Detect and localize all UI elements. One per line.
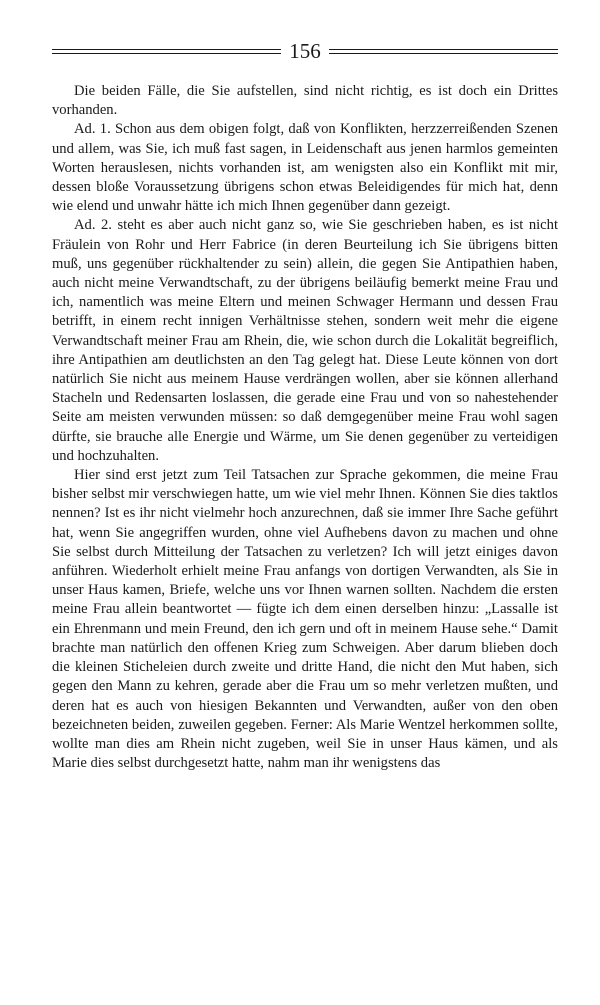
book-page bbox=[52, 38, 558, 773]
paragraph: Ad. 1. Schon aus dem obigen folgt, daß von Konflikten, herzzerreißenden Szenen und allem, was Sie, ich muß fast sagen, in Leidenschaft aus jenen harmlos gemeinten Worten herauslesen, nichts vorhanden ist, am wenigsten also ein Konflikt mit mir, dessen bloße Voraussetzung übrigens schon etwas Beleidigendes für mich hat, denn wie elend und unwahr hätte ich mich Ihnen gegenüber dann gezeigt. bbox=[52, 121, 558, 215]
header-rule-left bbox=[52, 49, 281, 54]
header-rule-right bbox=[329, 49, 558, 54]
paragraph: Hier sind erst jetzt zum Teil Tatsachen zur Sprache gekommen, die meine Frau bisher selbst mir verschwiegen hatte, um wie viel mehr Ihnen. Können Sie dies taktlos nennen? Ist es ihr nicht vielmehr hoch anzurechnen, daß sie immer Ihre Sache geführt hat, wenn Sie angegriffen wurden, ohne viel Aufhebens davon zu machen und ohne Sie selbst durch Mitteilung der Tatsachen zu verletzen? Ich will jetzt einiges davon anführen. Wiederholt erhielt meine Frau anfangs von dortigen Verwandten, als Sie in unser Haus kamen, Briefe, welche uns vor Ihnen warnen sollten. Nachdem die ersten meine Frau allein beantwortet — fügte ich dem einen derselben hinzu: „Lassalle ist ein Ehrenmann und mein Freund, den ich gern und oft in meinem Hause sehe.“ Damit brachte man natürlich den offenen Krieg zum Schweigen. Aber darum blieben doch die kleinen Sticheleien durch zweite und dritte Hand, die nicht den Mut haben, sich gegen den Mann zu kehren, gerade aber die Frau um so mehr verletzen mußten, und deren hat es auch von hiesigen Bekannten und Verwandten, außer von den oben bezeichneten beiden, zuweilen gegeben. Ferner: Als Marie Wentzel herkommen sollte, wollte man dies am Rhein nicht zugeben, weil Sie in unser Haus kämen, und als Marie dies selbst durchgesetzt hatte, nahm man ihr wenigstens das bbox=[52, 467, 558, 772]
body-text bbox=[52, 82, 558, 773]
paragraph: Die beiden Fälle, die Sie aufstellen, sind nicht richtig, es ist doch ein Drittes vorhanden. bbox=[52, 83, 558, 119]
page-header bbox=[52, 38, 558, 64]
paragraph: Ad. 2. steht es aber auch nicht ganz so, wie Sie geschrieben haben, es ist nicht Fräulein von Rohr und Herr Fabrice (in deren Beurteilung ich Sie übrigens bitten muß, uns gegenüber rückhaltender zu sein) allein, die gegen Sie Antipathien haben, auch nicht meine Verwandtschaft, zu der übrigens beiläufig bemerkt meine Frau und ich, namentlich was meine Eltern und meinen Schwager Hermann und dessen Frau betrifft, in einem recht innigen Verhältnisse stehen, sondern weit mehr die eigene Verwandtschaft meiner Frau am Rhein, die, wie schon durch die Lokalität begreiflich, ihre Antipathien am deutlichsten an den Tag gelegt hat. Diese Leute können von dort natürlich Sie nicht aus meinem Hause verdrängen wollen, aber sie können allerhand Stacheln und Redensarten loslassen, die gerade eine Frau und von so nahestehender Seite am meisten verwunden müssen: so daß demgegenüber meine Frau wohl sagen dürfte, sie brauche alle Energie und Wärme, um Sie denen gegenüber zu verteidigen und hochzuhalten. bbox=[52, 217, 558, 464]
page-number: 156 bbox=[289, 38, 321, 63]
